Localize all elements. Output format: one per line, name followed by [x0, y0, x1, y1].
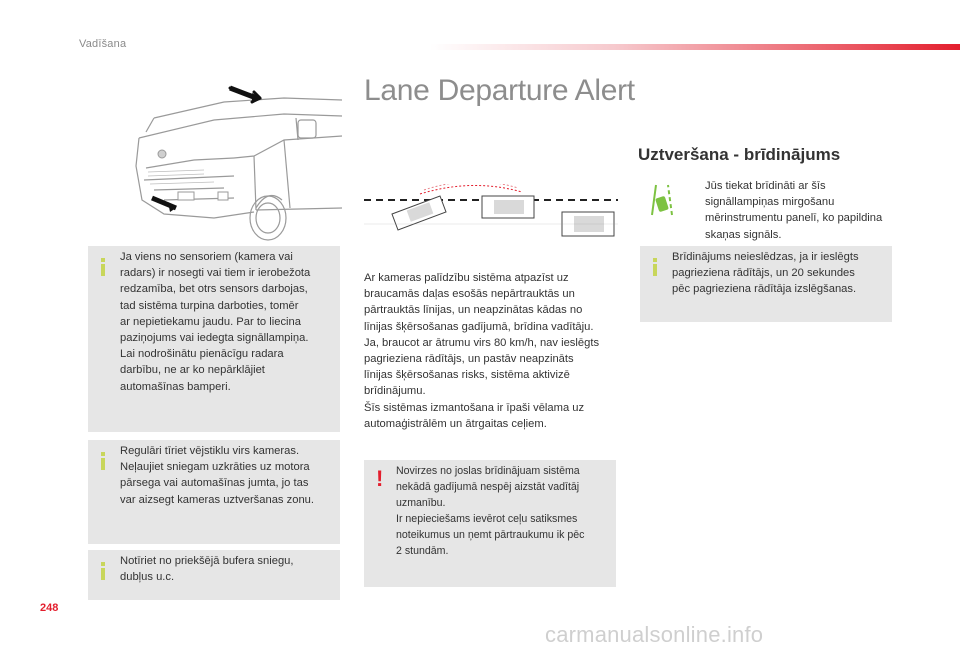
warning-text: Novirzes no joslas brīdinājuam sistēma nekādā gadījumā nespēj aizstāt vadītāj uzmanību. Ir nepieciešams ievērot ceļu satiksmes noteikumus un ņemt pārtraukumu ik pēc 2 stundām. [396, 465, 585, 557]
info-box-indicator [640, 246, 892, 322]
alert-text-block [690, 178, 900, 248]
vehicle-sensor-illustration [84, 80, 342, 246]
section-label: Vadīšana [79, 38, 127, 50]
exclamation-icon: ! [376, 466, 384, 491]
main-description: Ar kameras palīdzību sistēma atpazīst uz braucamās daļas esošās nepārtrauktās un pārtrauktās līnijas, un neapzinātas kādas no līnijas šķērsošanas gadījumā, brīdina vadītāju. Ja, braucot ar ātrumu virs 80 km/h, nav ieslēgts pagrieziena rādītājs, un pastāv neapzināts līnijas šķērsošanas risks, sistēma aktivizē brīdinājumu. Šīs sistēmas izmantošana ir īpaši vēlama uz automaģistrālēm un ātrgaitas ceļiem. [364, 272, 600, 430]
info-text-sensors: Ja viens no sensoriem (kamera vai radars) ir nosegti vai tiem ir ierobežota redzamība, bet otrs sensors darbojas, tad sistēma turpina darboties, tomēr ar nepietiekamu jaudu. Par to liecina paziņojums vai iedegta signāllampiņa. Lai nodrošinātu pienācīgu radara darbību, ne ar ko nepārklājiet automašīnas bamperi. [120, 251, 311, 393]
info-box-cleaning [88, 440, 340, 544]
lane-departure-illustration [362, 184, 618, 244]
warning-box [364, 460, 616, 587]
lane-departure-lamp-icon [648, 183, 678, 217]
alert-description: Jūs tiekat brīdināti ar šīs signāllampiņas mirgošanu mērinstrumentu panelī, ko papildina skaņas signāls. [705, 180, 883, 241]
info-box-sensors [88, 246, 340, 432]
info-text-bumper: Notīriet no priekšējā bufera sniegu, dubļus u.c. [120, 555, 294, 584]
info-box-bumper [88, 550, 340, 600]
page-number: 248 [40, 602, 59, 614]
info-text-cleaning: Regulāri tīriet vējstiklu virs kameras. Neļaujiet sniegam uzkrāties uz motora pārsega vai automašīnas jumta, jo tas var aizsegt kameras uztveršanas zonu. [120, 445, 315, 506]
info-text-indicator: Brīdinājums neieslēdzas, ja ir ieslēgts pagrieziena rādītājs, un 20 sekundes pēc pagrieziena rādītāja izslēgšanas. [672, 251, 859, 296]
section-subheading: Uztveršana - brīdinājums [638, 145, 841, 164]
watermark: carmanualsonline.info [545, 622, 764, 647]
header-accent-bar [430, 44, 960, 50]
page-title: Lane Departure Alert [364, 74, 635, 107]
